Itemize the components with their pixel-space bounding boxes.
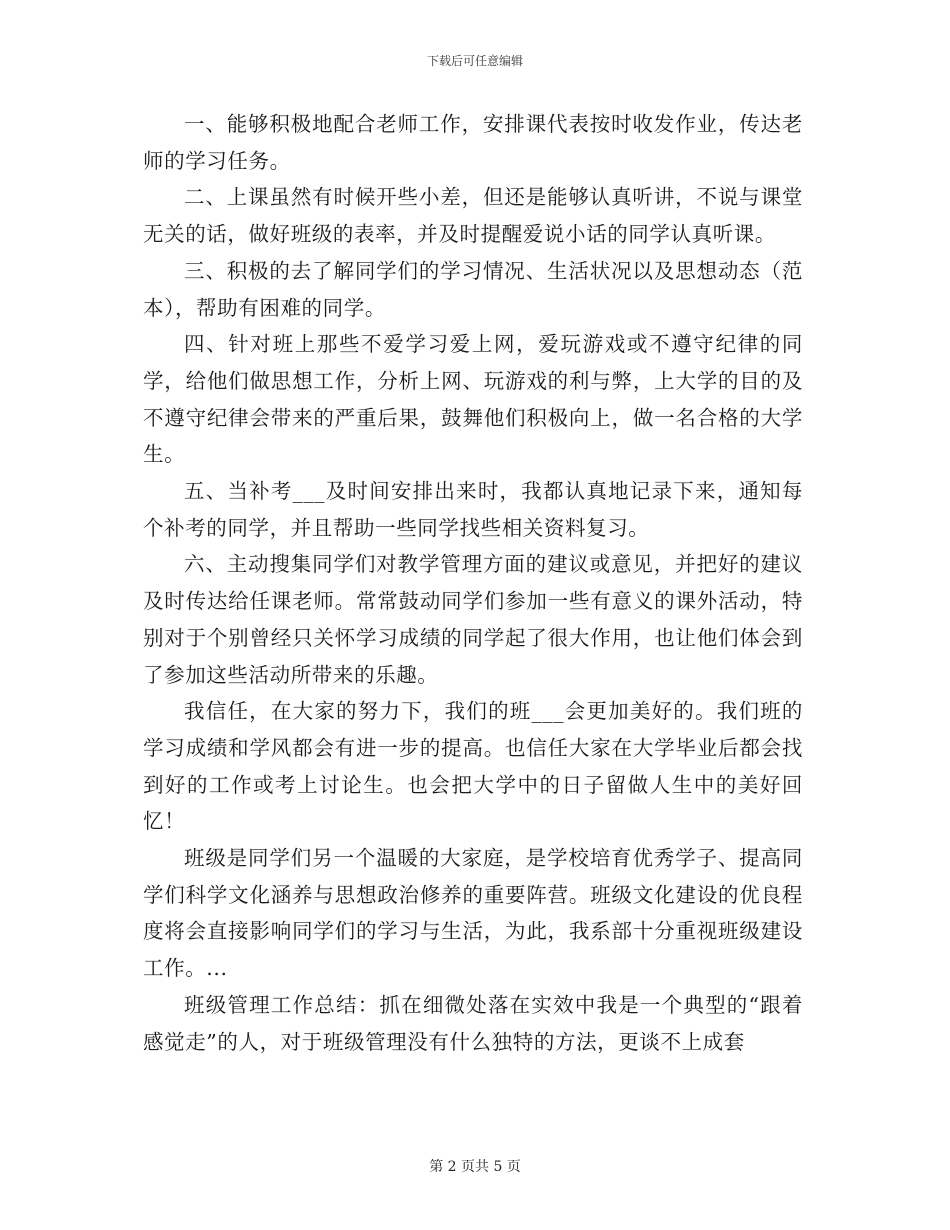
paragraph-6: 六、主动搜集同学们对教学管理方面的建议或意见，并把好的建议及时传达给任课老师。常常鼓动同学们参加一些有意义的课外活动，特别对于个别曾经只关怀学习成绩的同学起了很大作用，也让他们体会到了参加这些活动所带来的乐趣。 [143,552,803,687]
page-header-note: 下载后可任意编辑 [426,54,523,68]
paragraph-3: 三、积极的去了解同学们的学习情况、生活状况以及思想动态（范本），帮助有困难的同学。 [143,258,803,320]
paragraph-5: 五、当补考___及时间安排出来时，我都认真地记录下来，通知每个补考的同学，并且帮助一些同学找些相关资料复习。 [143,479,803,540]
paragraph-8: 班级是同学们另一个温暖的大家庭，是学校培育优秀学子、提高同学们科学文化涵养与思想政治修养的重要阵营。班级文化建设的优良程度将会直接影响同学们的学习与生活，为此，我系部十分重视班级建设工作。... [143,846,803,981]
paragraph-2: 二、上课虽然有时候开些小差，但还是能够认真听讲，不说与课堂无关的话，做好班级的表率，并及时提醒爱说小话的同学认真听课。 [143,185,803,247]
paragraph-7: 我信任，在大家的努力下，我们的班___会更加美好的。我们班的学习成绩和学风都会有进一步的提高。也信任大家在大学毕业后都会找到好的工作或考上讨论生。也会把大学中的日子留做人生中的美好回忆！ [143,699,803,834]
document-body [143,106,803,1060]
paragraph-4: 四、针对班上那些不爱学习爱上网，爱玩游戏或不遵守纪律的同学，给他们做思想工作，分析上网、玩游戏的利与弊，上大学的目的及不遵守纪律会带来的严重后果，鼓舞他们积极向上，做一名合格的大学生。 [143,332,803,467]
paragraph-9: 班级管理工作总结：抓在细微处落在实效中我是一个典型的“跟着感觉走”的人，对于班级管理没有什么独特的方法，更谈不上成套 [143,992,803,1054]
page-number: 第 2 页共 5 页 [429,1159,521,1175]
paragraph-1: 一、能够积极地配合老师工作，安排课代表按时收发作业，传达老师的学习任务。 [143,112,803,173]
